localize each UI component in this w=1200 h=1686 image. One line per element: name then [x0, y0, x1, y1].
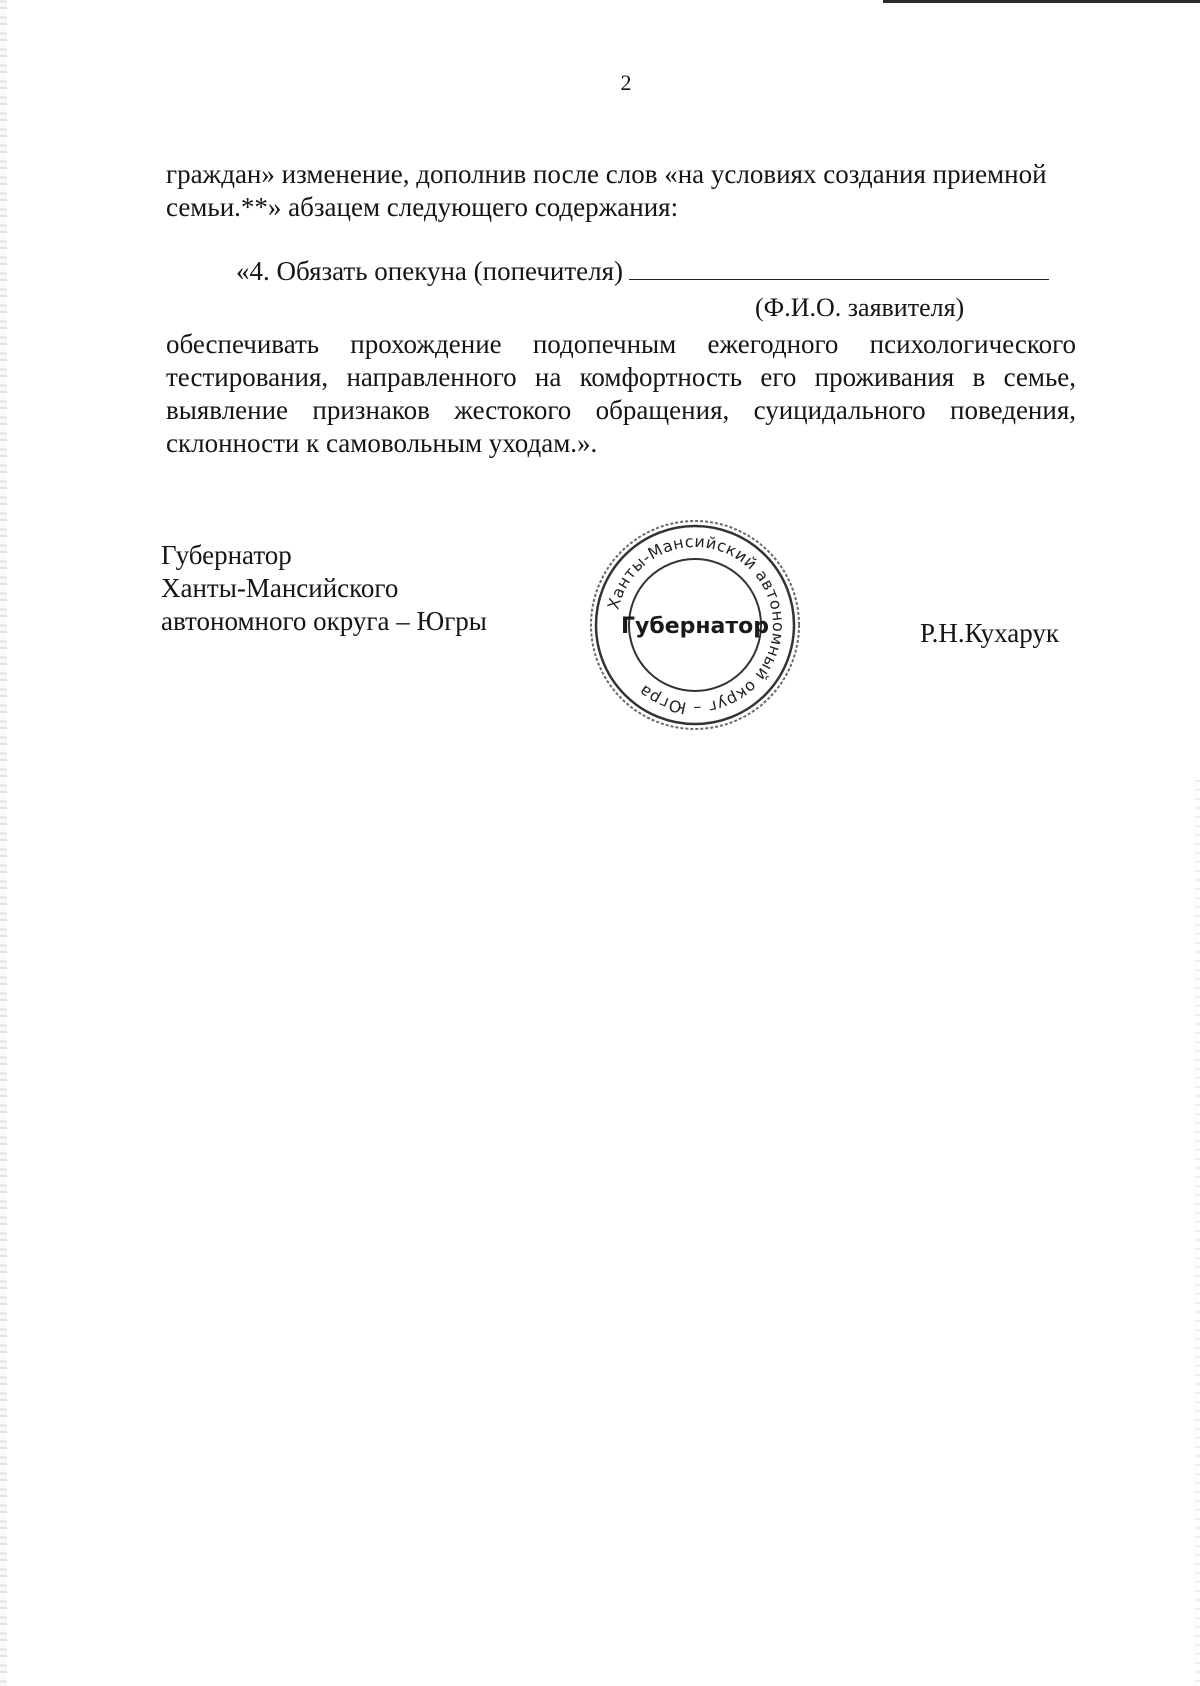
signatory-title	[161, 539, 487, 638]
obligation-text: «4. Обязать опекуна (попечителя)	[236, 256, 624, 286]
scan-edge-left	[0, 0, 7, 1686]
signatory-name: Р.Н.Кухарук	[920, 618, 1060, 648]
blank-caption: (Ф.И.О. заявителя)	[755, 293, 965, 322]
page-number: 2	[620, 70, 632, 95]
seal-center-text: Губернатор	[620, 614, 770, 639]
paragraph-obligation	[236, 255, 1076, 288]
scan-edge-right	[1195, 780, 1200, 1686]
signatory-title-line-1: Губернатор	[161, 540, 292, 570]
signatory-title-line-2: Ханты-Мансийского	[161, 573, 399, 603]
signatory-title-line-3: автономного округа – Югры	[161, 606, 487, 636]
paragraph-amendment: граждан» изменение, дополнив после слов «на условиях создания приемной семьи.**» абзацем следующего содержания:	[166, 159, 1047, 222]
official-seal	[585, 515, 805, 735]
applicant-name-blank	[629, 259, 1049, 280]
top-border-line	[883, 0, 1200, 3]
seal-ring-text: Ханты-Мансийский автономный округ – Югра	[603, 531, 789, 719]
paragraph-requirements: обеспечивать прохождение подопечным ежегодного психологического тестирования, направленного на комфортность его проживания в семье, выявление признаков жестокого обращения, суицидального поведения, склонности к самовольным уходам.».	[166, 329, 1076, 458]
